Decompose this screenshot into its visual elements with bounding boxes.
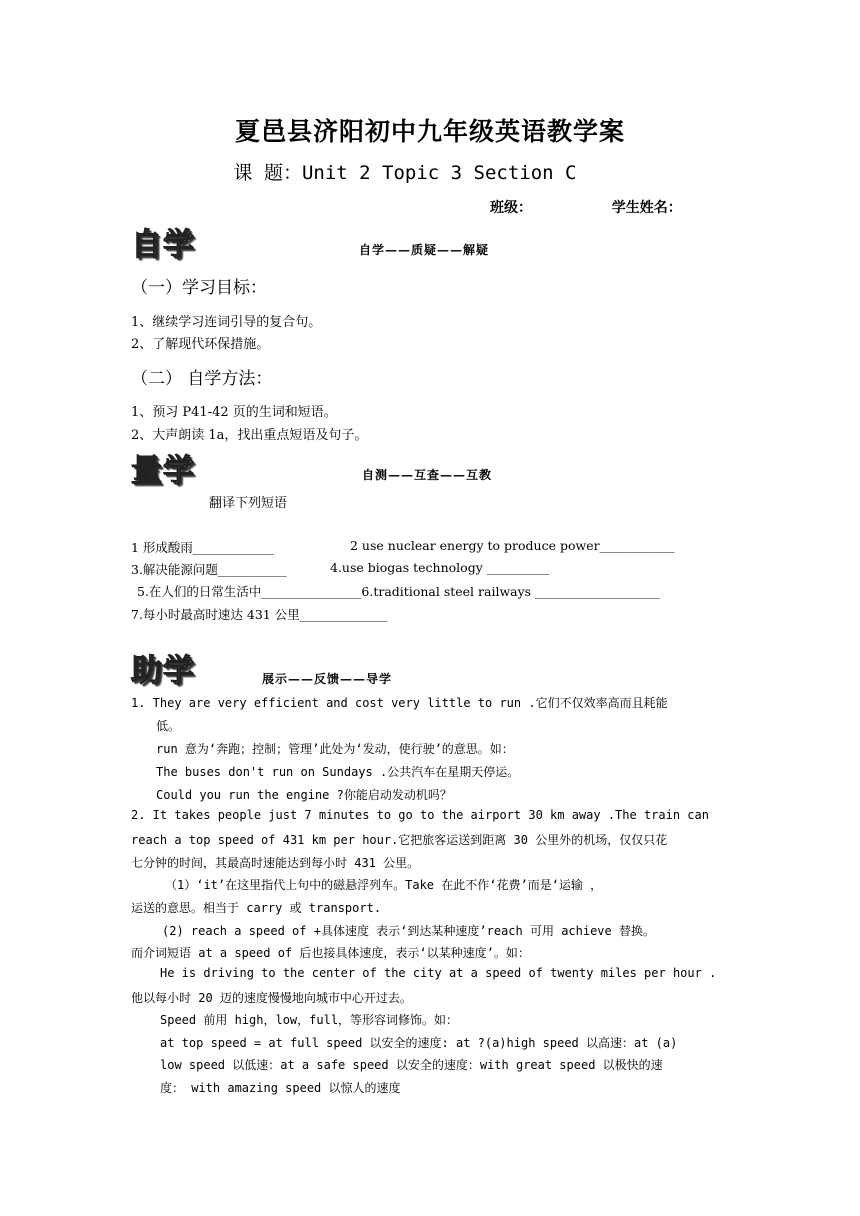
help-subtitle: 展示——反馈——导学 [262,672,393,686]
help-badge: 助学 [131,653,195,689]
lesson-topic: 课 题：Unit 2 Topic 3 Section C [233,162,577,184]
class-label: 班级： [490,200,532,216]
translate-instruction: 翻译下列短语 [209,496,288,511]
method-heading: （二） 自学方法： [131,369,273,389]
measure-badge: 量学 [131,453,195,489]
exercise-item: 3.解决能源问题___________ [131,562,287,577]
help-line: Speed 前用 high，low，full，等形容词修饰。如： [160,1013,459,1027]
help-line: Could you run the engine ?你能启动发动机吗？ [156,788,452,802]
help-line: (2) reach a speed of +具体速度 表示‘到达某种速度’reach 可用 achieve 替换。 [162,924,655,938]
help-line: 运送的意思。相当于 carry 或 transport. [131,901,382,915]
goal-item: 1、继续学习连词引导的复合句。 [131,315,322,330]
exercise-item: 2 use nuclear energy to produce power____________ [350,538,675,553]
student-info-line [490,197,682,217]
help-line: 七分钟的时间，其最高时速能达到每小时 431 公里。 [131,856,420,870]
self-study-badge: 自学 [131,227,195,263]
help-line: 他以每小时 20 迈的速度慢慢地向城市中心开过去。 [131,991,412,1005]
help-line: at top speed = at full speed 以安全的速度: at ?(a)high speed 以高速：at (a) [160,1036,678,1050]
help-line: 度： with amazing speed 以惊人的速度 [160,1081,401,1095]
help-line: run 意为‘奔跑；控制；管理’此处为‘发动，使行驶’的意思。如： [156,742,514,756]
help-line: reach a top speed of 431 km per hour.它把旅客运送到距离 30 公里外的机场，仅仅只花 [131,833,668,847]
help-line: 而介词短语 at a speed of 后也接具体速度，表示‘以某种速度’。如： [131,946,530,960]
method-item: 2、大声朗读 1a，找出重点短语及句子。 [131,428,368,443]
method-item: 1、预习 P41-42 页的生词和短语。 [131,405,337,420]
goal-heading: （一）学习目标： [131,278,267,298]
help-line: 2. It takes people just 7 minutes to go to the airport 30 km away .The train can [131,808,709,822]
exercise-item: 1 形成酸雨_____________ [131,540,275,555]
exercise-item: 4.use biogas technology __________ [330,560,550,575]
help-line: He is driving to the center of the city at a speed of twenty miles per hour . [160,966,717,980]
exercise-item: 5.在人们的日常生活中________________6.traditional steel railways ____________________ [137,584,661,599]
student-name-label: 学生姓名： [611,200,682,216]
help-line: （1）‘it’在这里指代上句中的磁悬浮列车。Take 在此不作‘花费’而是‘运输 ， [165,878,603,892]
exercise-item: 7.每小时最高时速达 431 公里______________ [131,607,388,622]
help-line: 1. They are very efficient and cost very little to run .它们不仅效率高而且耗能 [131,696,668,710]
help-line: low speed 以低速：at a safe speed 以安全的速度：with great speed 以极快的速 [160,1058,663,1072]
measure-subtitle: 自测——互查——互教 [362,468,493,482]
page-title: 夏邑县济阳初中九年级英语教学案 [234,117,625,146]
help-line: The buses don't run on Sundays .公共汽车在星期天停运。 [156,765,520,779]
self-study-subtitle: 自学——质疑——解疑 [359,243,490,257]
goal-item: 2、了解现代环保措施。 [131,337,270,352]
help-line: 低。 [156,719,181,733]
